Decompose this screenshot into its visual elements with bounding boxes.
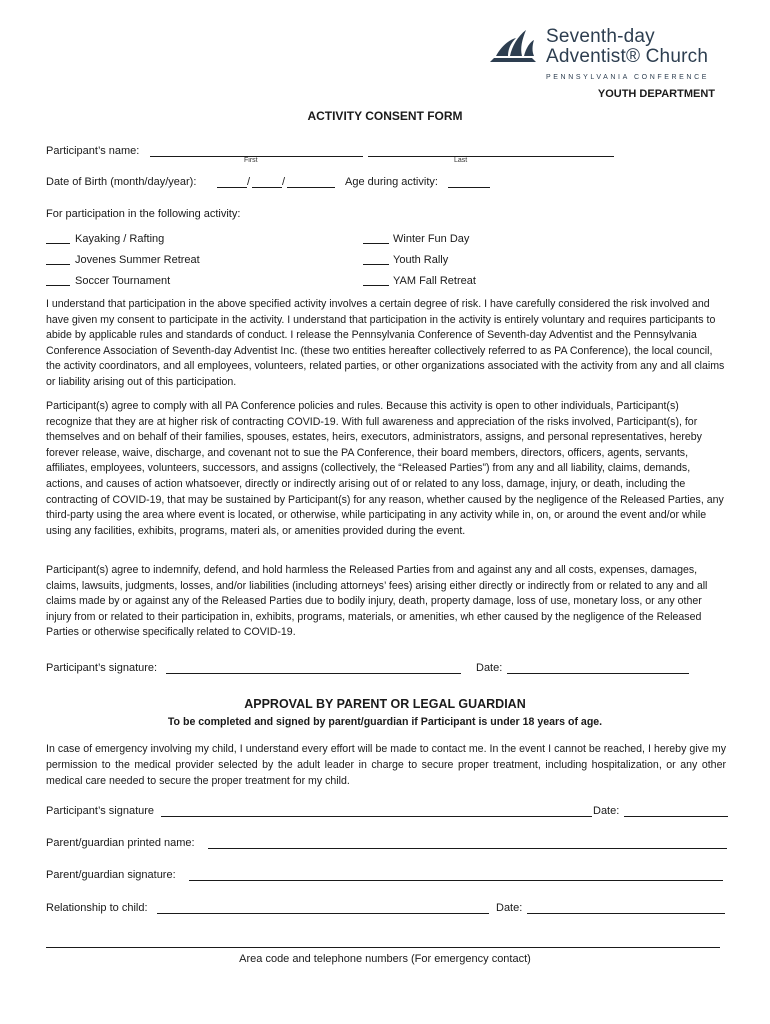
form-title: ACTIVITY CONSENT FORM	[307, 109, 463, 123]
last-name-field[interactable]	[368, 156, 614, 157]
guardian-subheading: To be completed and signed by parent/guardian if Participant is under 18 years of age.	[167, 716, 603, 728]
logo-text-line2: Adventist® Church	[546, 46, 709, 67]
printed-name-field[interactable]	[208, 848, 727, 849]
guardian-signature-label: Parent/guardian signature:	[46, 869, 176, 881]
phone-field[interactable]	[46, 947, 720, 948]
guardian-heading: APPROVAL BY PARENT OR LEGAL GUARDIAN	[244, 697, 526, 711]
participant-date-field[interactable]	[507, 673, 689, 674]
dob-slash: /	[247, 176, 251, 188]
church-flame-logo-icon	[486, 26, 540, 66]
activity-yam-fall-retreat: YAM Fall Retreat	[393, 275, 476, 287]
logo-text-line1: Seventh-day	[546, 26, 655, 47]
activity-soccer: Soccer Tournament	[75, 275, 171, 287]
dob-slash: /	[282, 176, 286, 188]
activity-intro: For participation in the following activity:	[46, 208, 241, 220]
activity-checkline-youth-rally[interactable]	[363, 264, 389, 265]
age-label: Age during activity:	[345, 176, 438, 188]
activity-checkline-yam[interactable]	[363, 285, 389, 286]
activity-kayaking: Kayaking / Rafting	[75, 233, 165, 245]
activity-checkline-kayaking[interactable]	[46, 243, 70, 244]
participant-name-label: Participant’s name:	[46, 145, 140, 157]
guardian-participant-signature-label: Participant’s signature	[46, 805, 155, 817]
relationship-field[interactable]	[157, 913, 489, 914]
guardian-participant-signature-field[interactable]	[161, 816, 592, 817]
last-caption: Last	[454, 157, 468, 164]
activity-winter-fun-day: Winter Fun Day	[393, 233, 470, 245]
activity-checkline-soccer[interactable]	[46, 285, 70, 286]
department-label: YOUTH DEPARTMENT	[597, 88, 715, 100]
dob-year-field[interactable]	[287, 187, 335, 188]
church-logo	[486, 26, 726, 86]
release-paragraph: I understand that participation in the above specified activity involves a certain degree of risk. I have carefully considered the risk involved and have given my consent to participate in the activity. I understand that participation in the activity is entirely voluntary and requires participants to abide by applicable rules and standards of conduct. I release the Pennsylvania Conference of Seventh-day Adventist and the Pennsylvania Conference Association of Seventh-day Adventist Inc. (these two entities hereafter collectively referred to as PA Conference), the local council, the activity coordinators, and all employees, volunteers, related parties, or other organizations associated with the activity from any and all claims or liability arising out of this participation.	[46, 298, 725, 388]
first-caption: First	[244, 157, 258, 164]
dob-day-field[interactable]	[252, 187, 282, 188]
dob-label: Date of Birth (month/day/year):	[46, 176, 197, 188]
guardian-signature-field[interactable]	[189, 880, 723, 881]
age-field[interactable]	[448, 187, 490, 188]
covid-release-paragraph: Participant(s) agree to comply with all PA Conference policies and rules. Because this activity is open to other individuals, Participant(s) recognize that they are at higher risk of contracting COVID-19. With full awareness and appreciation of the risks involved, Participant(s), for themselves and on behalf of their families, spouses, estates, heirs, executors, administrators, assigns, and personal representatives, hereby forever release, waive, discharge, and covenant not to sue the PA Conference, their board members, directors, officers, agents, servants, affiliates, employees, volunteers, successors, and assigns (collectively, the “Released Parties”) from any and all liability, claims, demands, actions, and causes of action whatsoever, directly or indirectly arising out of or related to any loss, damage, injury, or death, including the contracting of COVID-19, that may be sustained by Participant(s) for any reason, whether caused by the negligence of the Released Parties, any third-party using the area where event is located, or otherwise, while participating in any activity while in, on, or around the event and/or while using any facilities, exhibits, programs, materi als, or amenities provided during the event.	[46, 400, 724, 537]
activity-jovenes: Jovenes Summer Retreat	[75, 254, 200, 266]
date-label: Date:	[476, 662, 503, 674]
relationship-date-label: Date:	[496, 902, 523, 914]
relationship-date-field[interactable]	[527, 913, 725, 914]
emergency-paragraph: In case of emergency involving my child, I understand every effort will be made to contact me. In the event I cannot be reached, I hereby give my permission to the medical provider selected by the adult leader in charge to secure proper treatment, including hospitalization, or any other medical care needed to secure the proper treatment for my child.	[46, 743, 726, 788]
activity-checkline-jovenes[interactable]	[46, 264, 70, 265]
relationship-label: Relationship to child:	[46, 902, 148, 914]
activity-youth-rally: Youth Rally	[393, 254, 449, 266]
logo-conference: PENNSYLVANIA CONFERENCE	[546, 74, 710, 81]
activity-checkline-winter[interactable]	[363, 243, 389, 244]
guardian-date-field[interactable]	[624, 816, 728, 817]
guardian-date-label: Date:	[593, 805, 620, 817]
phone-caption: Area code and telephone numbers (For emergency contact)	[239, 953, 531, 965]
dob-month-field[interactable]	[217, 187, 247, 188]
participant-signature-field[interactable]	[166, 673, 461, 674]
printed-name-label: Parent/guardian printed name:	[46, 837, 195, 849]
participant-signature-label: Participant’s signature:	[46, 662, 158, 674]
indemnify-paragraph: Participant(s) agree to indemnify, defend, and hold harmless the Released Parties from and against any and all costs, expenses, damages, claims, lawsuits, judgments, losses, and/or liabilities (including attorneys’ fees) arising either directly or indirectly from or related to any and all claims made by or against any of the Released Parties due to bodily injury, death, property damage, loss of use, monetary loss, or any other injury from or related to their participation in, exhibits, programs, materials, or amenities, wh ether caused by the negligence of the Released Parties or otherwise specifically related to COVID-19.	[46, 564, 708, 639]
